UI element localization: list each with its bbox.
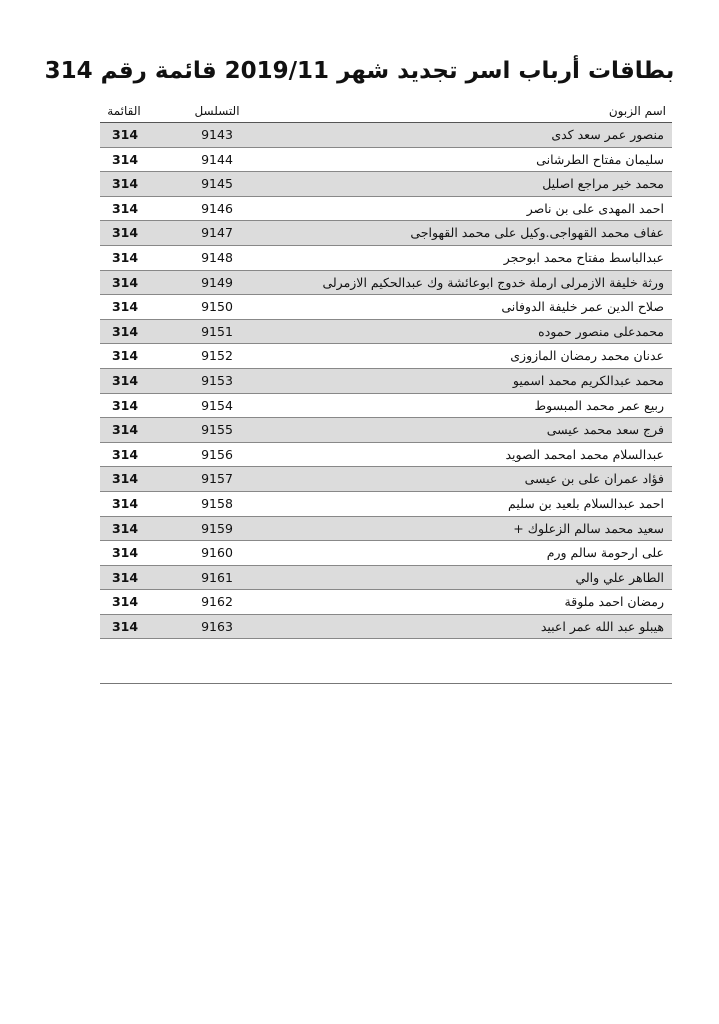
table-row [100,394,672,419]
table-row [100,123,672,148]
serial-number: 9152 [201,348,233,364]
list-number: 314 [111,348,139,364]
list-number: 314 [111,397,139,413]
serial-number: 9151 [201,323,233,339]
table-row [100,246,672,271]
customer-name: فؤاد عمران على بن عيسى [524,471,664,487]
table-row [100,320,672,345]
header-list: القائمة [107,104,141,118]
customer-name: احمد عبدالسلام بلعيد بن سليم [508,495,664,511]
table-body [100,122,672,639]
list-number: 314 [111,569,139,585]
customer-name: محمد خير مراجع اصليل [542,176,664,192]
serial-number: 9147 [201,225,233,241]
customer-name: رمضان احمد ملوقة [564,594,664,610]
customer-name: هيبلو عبد الله عمر اعبيد [540,618,664,634]
serial-number: 9156 [201,446,233,462]
list-number: 314 [111,274,139,290]
list-number: 314 [111,176,139,192]
list-number: 314 [111,495,139,511]
customer-name: ربيع عمر محمد المبسوط [534,397,664,413]
serial-number: 9149 [201,274,233,290]
list-number: 314 [111,446,139,462]
serial-number: 9158 [201,495,233,511]
customer-name: الطاهر علي والي [575,569,664,585]
list-number: 314 [111,520,139,536]
list-number: 314 [111,151,139,167]
customer-name: سليمان مفتاح الطرشانى [536,151,664,167]
customer-name: عبدالسلام محمد امحمد الصويد [505,446,664,462]
list-number: 314 [111,372,139,388]
customer-name: فرج سعد محمد عيسى [546,422,664,438]
serial-number: 9153 [201,372,233,388]
customer-name: عبدالباسط مفتاح محمد ابوحجر [503,249,664,265]
table-row [100,541,672,566]
table-row [100,467,672,492]
serial-number: 9162 [201,594,233,610]
list-number: 314 [111,545,139,561]
bottom-divider [100,683,672,684]
list-number: 314 [111,618,139,634]
table-row [100,148,672,173]
serial-number: 9161 [201,569,233,585]
table-row [100,492,672,517]
table-row [100,443,672,468]
header-customer-name: اسم الزبون [608,104,666,118]
table-row [100,172,672,197]
serial-number: 9163 [201,618,233,634]
customer-name: سعيد محمد سالم الزعلوك + [513,520,664,536]
table-row [100,418,672,443]
customer-name: عفاف محمد القهواجى.وكيل على محمد القهواجى [410,225,664,241]
serial-number: 9157 [201,471,233,487]
table-row [100,271,672,296]
serial-number: 9144 [201,151,233,167]
customer-name: منصور عمر سعد كدى [551,127,664,142]
header-serial: التسلسل [194,104,240,118]
list-number: 314 [111,225,139,241]
list-number: 314 [111,323,139,339]
serial-number: 9155 [201,422,233,438]
serial-number: 9145 [201,176,233,192]
list-number: 314 [111,249,139,265]
list-number: 314 [111,422,139,438]
serial-number: 9150 [201,299,233,315]
customer-name: على ارحومة سالم ورم [546,545,664,561]
customer-name: محمدعلى منصور حموده [538,323,664,339]
list-number: 314 [111,127,139,142]
serial-number: 9159 [201,520,233,536]
table-header [100,100,672,122]
document-title: بطاقات أرباب اسر تجديد شهر 2019/11 قائمة رقم 314 [44,58,675,84]
table-row [100,197,672,222]
customer-name: احمد المهدى على بن ناصر [526,200,664,216]
table-row [100,344,672,369]
list-number: 314 [111,200,139,216]
list-number: 314 [111,471,139,487]
customer-name: ورثة خليفة الازمرلى ارملة خدوج ابوعائشة وك عبدالحكيم الازمرلى [322,274,664,290]
table-row [100,369,672,394]
serial-number: 9154 [201,397,233,413]
table-row [100,615,672,640]
table-row [100,221,672,246]
customer-name: عدنان محمد رمضان المازوزى [510,348,664,364]
customer-name: محمد عبدالكريم محمد اسميو [512,372,664,388]
customer-table [100,100,672,639]
table-row [100,295,672,320]
serial-number: 9146 [201,200,233,216]
customer-name: صلاح الدين عمر خليفة الدوفانى [501,299,664,315]
table-row [100,566,672,591]
serial-number: 9148 [201,249,233,265]
table-row [100,517,672,542]
list-number: 314 [111,299,139,315]
serial-number: 9160 [201,545,233,561]
list-number: 314 [111,594,139,610]
serial-number: 9143 [201,127,233,142]
table-row [100,590,672,615]
